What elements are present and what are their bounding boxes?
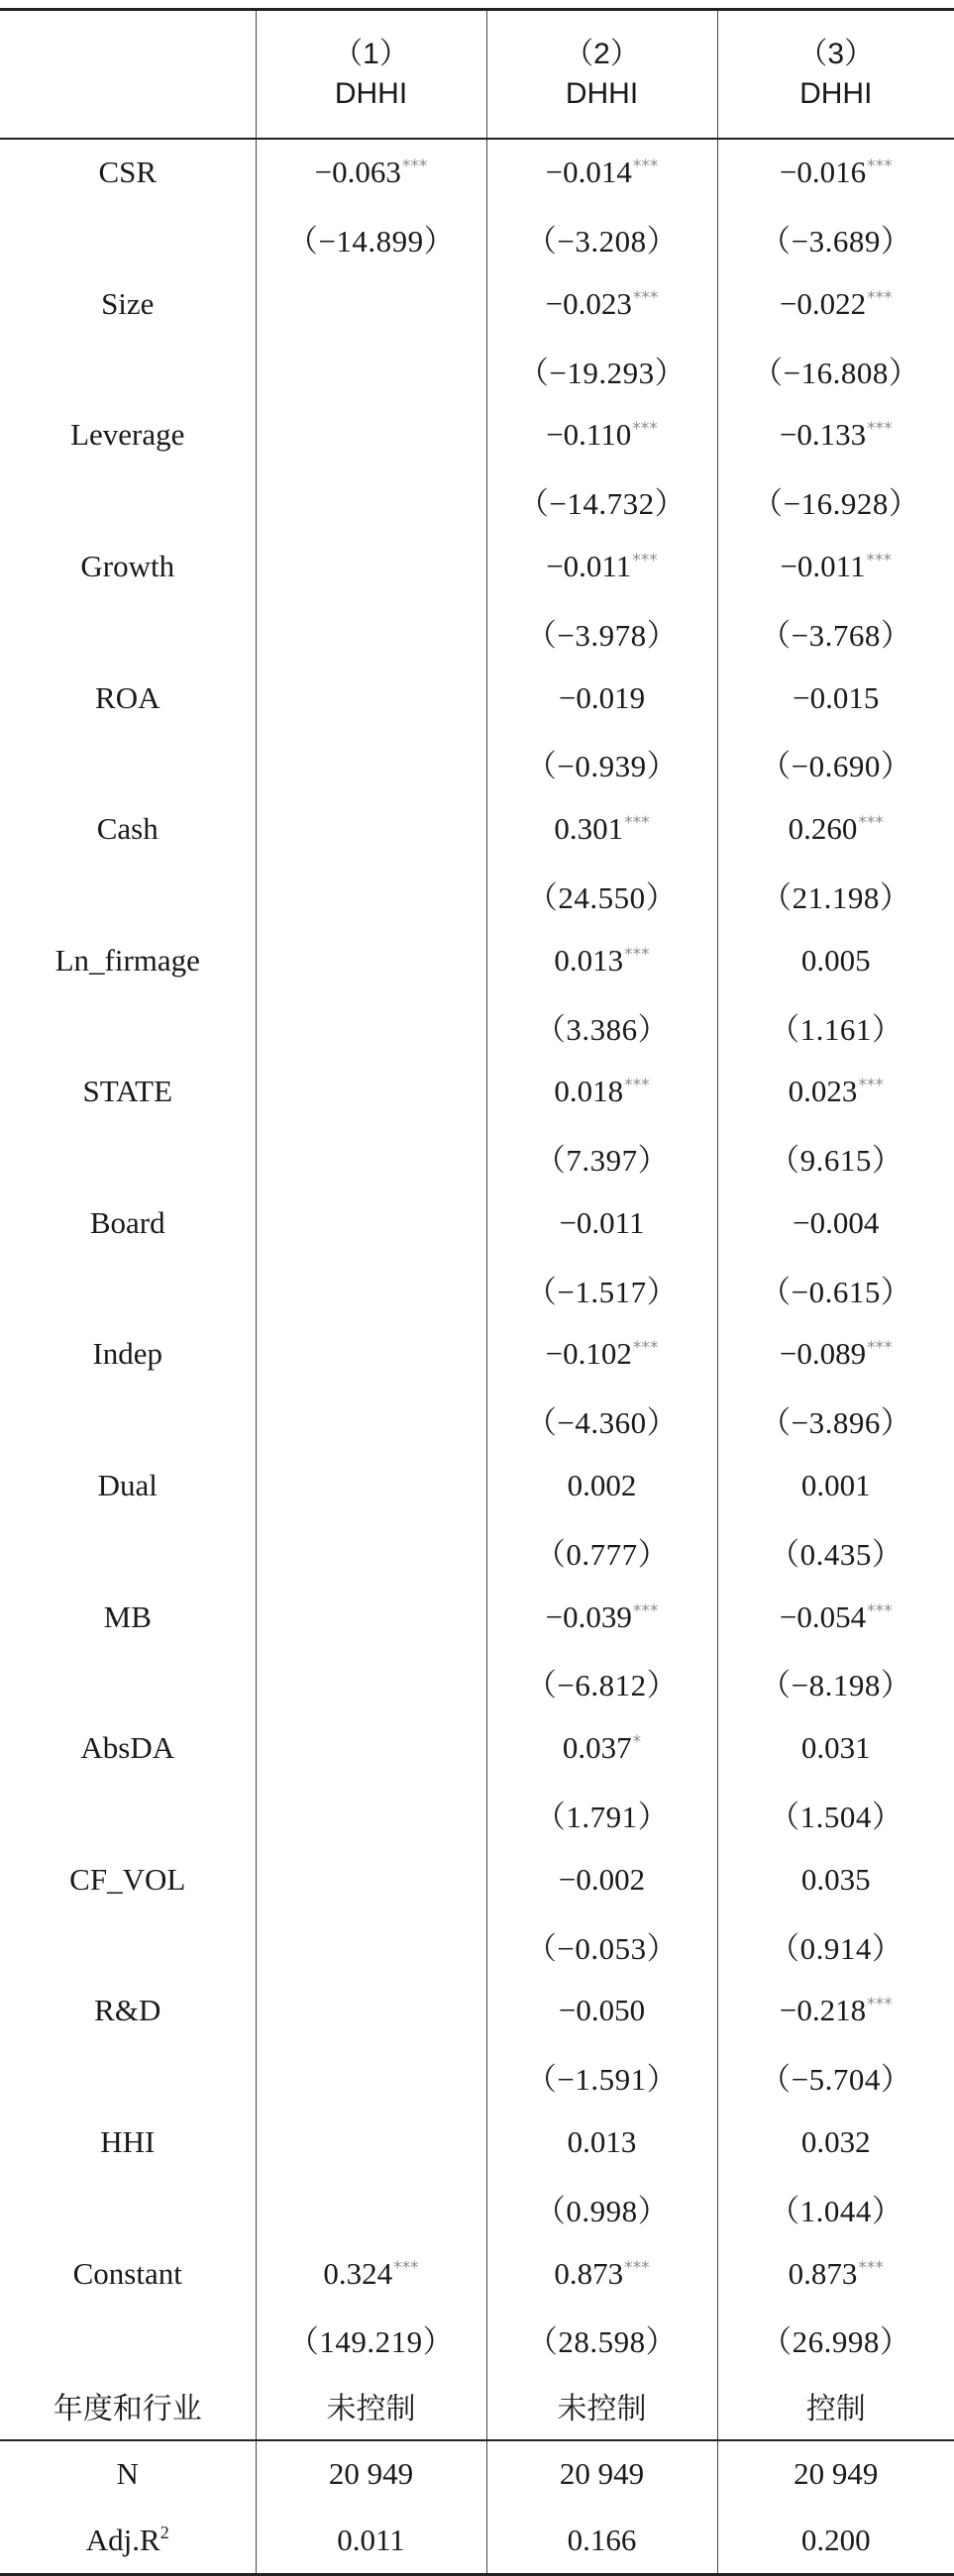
table-header [0,10,954,140]
table-cell [717,1059,954,1124]
t-statistic: （26.998） [761,2324,910,2359]
table-row [0,1059,954,1124]
table-cell [717,1715,954,1781]
table-row [0,2044,954,2110]
coefficient: 0.001 [801,1468,871,1502]
variable-name [0,2307,256,2372]
table-cell [717,731,954,796]
table-cell [486,467,717,533]
t-statistic: （−0.615） [760,1275,911,1309]
table-cell [717,337,954,402]
variable-name: CSR [0,139,256,205]
significance-stars: *** [858,2258,884,2278]
coefficient: 0.301 [554,811,623,846]
table-cell [486,1781,717,1846]
table-cell [717,1453,954,1518]
table-cell [256,599,486,665]
table-cell [717,1518,954,1584]
table-cell [256,1321,486,1387]
t-statistic: （3.386） [535,1012,669,1047]
column-number: （3） [718,35,954,74]
table-row [0,1321,954,1387]
table-row [0,1847,954,1912]
table-row [0,402,954,467]
variable-name: Indep [0,1321,256,1387]
table-cell: 20 949 [717,2440,954,2507]
table-cell [486,1388,717,1453]
t-statistic: （0.777） [535,1537,669,1572]
significance-stars: *** [867,419,893,439]
significance-stars: * [633,1732,642,1752]
dependent-variable: DHHI [257,74,486,114]
table-row [0,2110,954,2175]
variable-name: R&D [0,1978,256,2043]
t-statistic: （149.219） [288,2324,454,2359]
t-statistic: （21.198） [761,880,910,915]
table-cell [486,2175,717,2240]
table-cell [256,1124,486,1189]
table-cell [486,1059,717,1124]
significance-stars: *** [858,1076,884,1095]
table-cell [256,1518,486,1584]
variable-name: Size [0,271,256,337]
table-cell [256,2175,486,2240]
t-statistic: （1.161） [769,1012,902,1047]
significance-stars: *** [633,288,659,308]
table-row [0,1124,954,1189]
table-cell [717,139,954,205]
table-cell [256,1190,486,1256]
coefficient: −0.089 [780,1336,866,1371]
coefficient: 0.002 [568,1468,637,1502]
table-row [0,2175,954,2240]
t-statistic: （−6.812） [526,1668,678,1702]
table-row [0,1781,954,1846]
coefficient: −0.015 [793,680,879,715]
variable-name [0,1518,256,1584]
t-statistic: （−16.928） [752,486,919,521]
table-cell [717,862,954,927]
variable-name [0,862,256,927]
dependent-variable: DHHI [487,74,717,114]
table-cell [256,1847,486,1912]
table-row [0,1190,954,1256]
variable-name [0,2175,256,2240]
coefficient: −0.004 [793,1205,879,1240]
t-statistic: （−1.591） [526,2062,678,2097]
coefficient: −0.016 [780,155,866,189]
stat-label: N [117,2456,139,2491]
coefficient: −0.011 [546,549,631,583]
table-cell [486,993,717,1059]
table-cell [486,402,717,467]
t-statistic: （−3.978） [526,618,678,653]
t-statistic: （0.914） [769,1931,902,1966]
table-row [0,599,954,665]
table-cell [256,534,486,599]
t-statistic: （−5.704） [760,2062,911,2097]
table-cell [717,665,954,730]
table-cell [717,2241,954,2307]
table-cell: 20 949 [256,2440,486,2507]
table-cell [256,205,486,270]
coefficient: 0.023 [789,1074,858,1108]
table-cell [717,205,954,270]
table-row [0,1585,954,1650]
table-cell [717,271,954,337]
variable-name [0,2507,256,2574]
table-cell [717,467,954,533]
coefficient: −0.002 [559,1862,645,1897]
table-cell [486,1453,717,1518]
table-cell [717,928,954,993]
variable-name [0,1650,256,1715]
header-col-1 [256,10,486,140]
variable-name: AbsDA [0,1715,256,1781]
table-cell [486,2241,717,2307]
t-statistic: （7.397） [535,1143,669,1178]
t-statistic: （1.504） [769,1800,902,1834]
coefficient: −0.102 [546,1336,632,1371]
table-cell: 20 949 [486,2440,717,2507]
regression-table [0,8,954,2576]
significance-stars: *** [633,1338,659,1358]
table-cell [486,928,717,993]
table-cell [717,1912,954,1978]
table-cell [486,2044,717,2110]
significance-stars: *** [633,156,659,176]
table-cell [256,731,486,796]
variable-name: Leverage [0,402,256,467]
significance-stars: *** [632,551,658,570]
t-statistic: （−14.899） [287,224,455,258]
significance-stars: *** [633,1601,659,1621]
variable-name [0,467,256,533]
header-col-3 [717,10,954,140]
variable-name: Ln_firmage [0,928,256,993]
table-cell [717,534,954,599]
table-cell [486,139,717,205]
t-statistic: （−4.360） [526,1405,678,1440]
table-row [0,1650,954,1715]
significance-stars: *** [624,813,650,833]
table-row [0,1256,954,1321]
table-cell [717,1847,954,1912]
control-row [0,2372,954,2440]
significance-stars: *** [867,288,893,308]
table-cell [256,1059,486,1124]
t-statistic: （0.998） [535,2194,669,2228]
table-cell [256,1453,486,1518]
variable-name [0,731,256,796]
coefficient: −0.050 [559,1993,645,2027]
t-statistic: （−0.690） [760,749,911,783]
column-number: （2） [487,35,717,74]
t-statistic: （−3.768） [760,618,911,653]
table-cell [256,402,486,467]
table-cell [486,1585,717,1650]
table-cell [486,2110,717,2175]
table-cell: 未控制 [256,2372,486,2440]
table-cell [256,271,486,337]
t-statistic: （−8.198） [760,1668,911,1702]
t-statistic: （1.791） [535,1800,669,1834]
table-row [0,1453,954,1518]
table-row [0,2307,954,2372]
t-statistic: （9.615） [769,1143,902,1178]
coefficient: −0.039 [546,1599,632,1634]
table-row [0,1912,954,1978]
table-row [0,731,954,796]
variable-name: CF_VOL [0,1847,256,1912]
significance-stars: *** [402,156,428,176]
coefficient: 0.013 [568,2124,637,2159]
table-row [0,139,954,205]
variable-name [0,1124,256,1189]
table-row [0,2241,954,2307]
coefficient: −0.019 [559,680,645,715]
variable-name [0,205,256,270]
variable-name [0,2440,256,2507]
table-cell: 0.011 [256,2507,486,2574]
table-cell [256,139,486,205]
coefficient: −0.133 [780,417,866,452]
table-cell [717,2307,954,2372]
table-cell [717,1388,954,1453]
table-row [0,1715,954,1781]
coefficient: 0.013 [554,943,623,978]
table-cell [486,1847,717,1912]
table-row [0,205,954,270]
significance-stars: *** [624,1076,650,1095]
coefficient: 0.037 [563,1730,632,1765]
table-cell [486,1256,717,1321]
coefficient: 0.873 [789,2256,858,2291]
table-cell [486,1518,717,1584]
t-statistic: （−1.517） [526,1275,678,1309]
table-cell [486,1978,717,2043]
table-row [0,928,954,993]
table-cell [256,665,486,730]
table-row [0,862,954,927]
table-cell [256,928,486,993]
table-cell [486,665,717,730]
table-cell [717,402,954,467]
stat-label: Adj.R [86,2523,160,2557]
table-cell [486,337,717,402]
table-cell [717,2110,954,2175]
table-cell [486,534,717,599]
significance-stars: *** [867,1338,893,1358]
t-statistic: （−0.053） [526,1931,678,1966]
table-cell [486,1124,717,1189]
stats-row [0,2507,954,2574]
table-cell [256,1256,486,1321]
table-body [0,139,954,2574]
coefficient: 0.035 [801,1862,871,1897]
table-cell [256,467,486,533]
significance-stars: *** [632,419,658,439]
table-cell [717,2044,954,2110]
table-cell [256,993,486,1059]
significance-stars: *** [624,945,650,965]
coefficient: −0.023 [546,286,632,321]
variable-name [0,337,256,402]
coefficient: −0.218 [780,1993,866,2027]
coefficient: −0.063 [315,155,401,189]
table-cell [486,1321,717,1387]
coefficient: −0.014 [546,155,632,189]
table-cell [256,1585,486,1650]
t-statistic: （−16.808） [752,356,919,390]
t-statistic: （0.435） [769,1537,902,1572]
column-number: （1） [257,35,486,74]
table-cell: 控制 [717,2372,954,2440]
table-cell [717,1978,954,2043]
table-row [0,796,954,862]
coefficient: 0.260 [789,811,858,846]
coefficient: −0.054 [780,1599,866,1634]
table-cell [256,2307,486,2372]
table-row [0,1388,954,1453]
t-statistic: （28.598） [527,2324,677,2359]
table-row [0,993,954,1059]
coefficient: 0.031 [801,1730,871,1765]
table-cell [256,2241,486,2307]
t-statistic: （1.044） [769,2194,902,2228]
header-col-2 [486,10,717,140]
t-statistic: （24.550） [527,880,677,915]
variable-name: HHI [0,2110,256,2175]
variable-name [0,1912,256,1978]
table-cell [256,1978,486,2043]
coefficient: 0.032 [801,2124,871,2159]
table-cell [486,862,717,927]
table-cell: 0.200 [717,2507,954,2574]
table-cell [717,1124,954,1189]
significance-stars: *** [624,2258,650,2278]
table-cell [486,1650,717,1715]
table-row [0,337,954,402]
table-cell [717,2175,954,2240]
coefficient: 0.018 [554,1074,623,1108]
variable-name: MB [0,1585,256,1650]
table-cell [256,862,486,927]
table-cell [486,271,717,337]
stats-row [0,2440,954,2507]
table-cell [717,993,954,1059]
table-cell [256,1781,486,1846]
coefficient: −0.110 [546,417,631,452]
variable-name: Board [0,1190,256,1256]
table-cell [486,2307,717,2372]
table-row [0,665,954,730]
coefficient: −0.011 [559,1205,644,1240]
t-statistic: （−3.208） [526,224,678,258]
variable-name [0,2044,256,2110]
t-statistic: （−3.689） [760,224,911,258]
table-cell [256,1912,486,1978]
variable-name [0,993,256,1059]
t-statistic: （−3.896） [760,1405,911,1440]
significance-stars: *** [867,1995,893,2014]
variable-name: 年度和行业 [0,2372,256,2440]
table-row [0,467,954,533]
table-row [0,1978,954,2043]
table-cell [256,1650,486,1715]
variable-name: ROA [0,665,256,730]
t-statistic: （−0.939） [526,749,678,783]
table-cell [717,796,954,862]
superscript: 2 [160,2523,169,2542]
significance-stars: *** [858,813,884,833]
variable-name: Dual [0,1453,256,1518]
dependent-variable: DHHI [718,74,954,114]
table-cell [717,1650,954,1715]
table-cell [486,1912,717,1978]
significance-stars: *** [867,551,893,570]
significance-stars: *** [393,2258,419,2278]
table-cell [256,337,486,402]
table-cell [486,205,717,270]
table-cell [717,599,954,665]
variable-name: Cash [0,796,256,862]
table-cell [256,1388,486,1453]
table-cell [256,1715,486,1781]
table-cell [486,796,717,862]
header-corner [0,10,256,140]
variable-name [0,599,256,665]
variable-name: Constant [0,2241,256,2307]
table-cell [717,1256,954,1321]
table-row [0,534,954,599]
table-cell [717,1585,954,1650]
table-cell [486,1190,717,1256]
table-cell: 0.166 [486,2507,717,2574]
t-statistic: （−14.732） [518,486,686,521]
table-cell: 未控制 [486,2372,717,2440]
variable-name [0,1256,256,1321]
coefficient: 0.873 [554,2256,623,2291]
table-cell [486,1715,717,1781]
coefficient: 0.005 [801,943,871,978]
table-row [0,1518,954,1584]
table-cell [717,1321,954,1387]
coefficient: −0.011 [780,549,865,583]
significance-stars: *** [867,1601,893,1621]
table-cell [717,1190,954,1256]
coefficient: 0.324 [323,2256,392,2291]
table-cell [486,731,717,796]
variable-name: STATE [0,1059,256,1124]
table-cell [486,599,717,665]
variable-name [0,1781,256,1846]
significance-stars: *** [867,156,893,176]
header-row [0,10,954,140]
t-statistic: （−19.293） [518,356,686,390]
table-cell [256,2110,486,2175]
variable-name: Growth [0,534,256,599]
table-cell [256,2044,486,2110]
variable-name [0,1388,256,1453]
coefficient: −0.022 [780,286,866,321]
table-row [0,271,954,337]
table-cell [256,796,486,862]
table-cell [717,1781,954,1846]
